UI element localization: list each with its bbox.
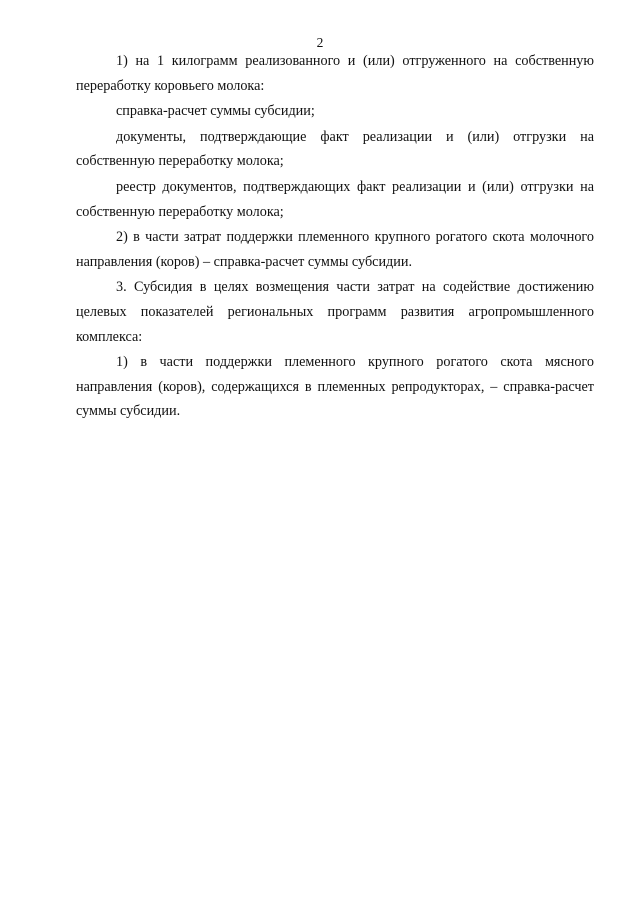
document-body <box>76 49 594 424</box>
paragraph-subsidy-calculation: справка-расчет суммы субсидии; <box>116 103 315 120</box>
paragraph-dairy-cattle-support: 2) в части затрат поддержки племенного крупного рогатого скота молочного направления (коров) – справка-расчет суммы субсидии. <box>76 229 594 270</box>
page-number: 2 <box>316 35 324 50</box>
paragraph-regional-programs-subsidy: 3. Субсидия в целях возмещения части затрат на содействие достижению целевых показателей региональных программ развития агропромышленного комплекса: <box>76 279 594 345</box>
paragraph-confirming-documents: документы, подтверждающие факт реализации и (или) отгрузки на собственную переработку молока; <box>76 128 594 170</box>
paragraph-documents-register: реестр документов, подтверждающих факт реализации и (или) отгрузки на собственную переработку молока; <box>76 178 594 220</box>
paragraph-milk-per-kilogram: 1) на 1 килограмм реализованного и (или) отгруженного на собственную переработку коровьего молока: <box>76 53 594 94</box>
paragraph-beef-cattle-support: 1) в части поддержки племенного крупного рогатого скота мясного направления (коров), содержащихся в племенных репродукторах, – справка-расчет суммы субсидии. <box>76 354 594 420</box>
